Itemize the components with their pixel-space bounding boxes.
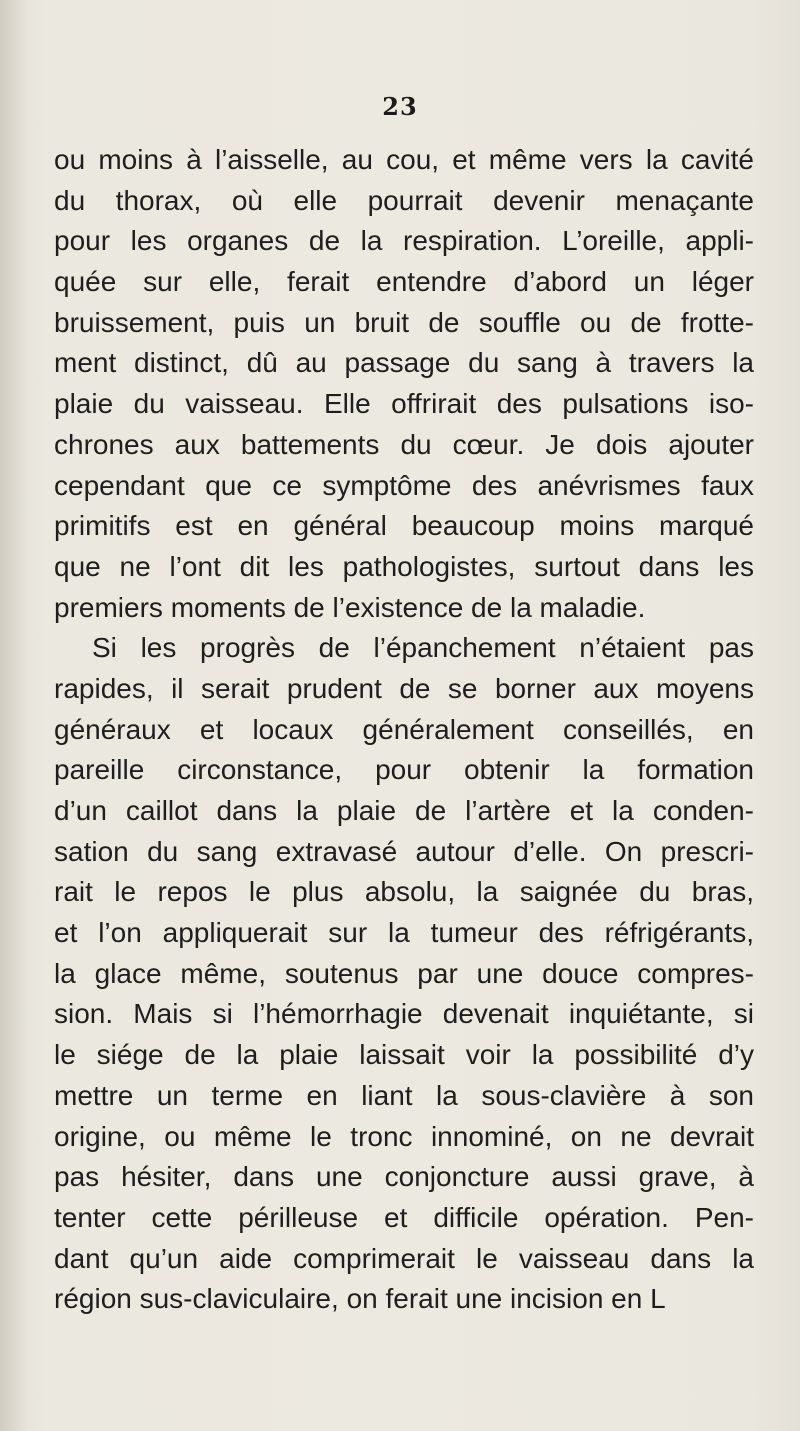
text-line: pas hésiter, dans une conjoncture aussi grave, à	[54, 1161, 754, 1193]
paragraph-start-line: Si les progrès de l’épanchement n’étaient pas	[92, 632, 754, 664]
text-line: et l’on appliquerait sur la tumeur des réfrigérants,	[54, 917, 754, 949]
text-line: origine, ou même le tronc innominé, on ne devrait	[54, 1120, 754, 1152]
text-line: cependant que ce symptôme des anévrismes faux	[54, 469, 754, 501]
text-line: bruissement, puis un bruit de souffle ou de frotte-	[54, 306, 754, 338]
text-line: ment distinct, dû au passage du sang à travers la	[54, 347, 754, 379]
page-number: 23	[382, 92, 418, 121]
text-line: d’un caillot dans la plaie de l’artère et la conden-	[54, 795, 754, 826]
paragraph-end-line: premiers moments de l’existence de la maladie.	[54, 591, 646, 623]
text-line: pareille circonstance, pour obtenir la formation	[54, 754, 754, 786]
text-line: sion. Mais si l’hémorrhagie devenait inquiétante, si	[54, 998, 754, 1030]
text-line: pour les organes de la respiration. L’oreille, appli-	[54, 225, 754, 257]
text-line: généraux et locaux généralement conseillés, en	[54, 713, 754, 745]
text-line: région sus-claviculaire, on ferait une incision en L	[54, 1283, 666, 1315]
text-line: mettre un terme en liant la sous-clavière à son	[54, 1079, 754, 1111]
text-line: ou moins à l’aisselle, au cou, et même vers la cavité	[54, 144, 754, 175]
text-line: tenter cette périlleuse et difficile opération. Pen-	[54, 1201, 754, 1233]
text-line: plaie du vaisseau. Elle offrirait des pulsations iso-	[54, 388, 754, 420]
text-line: chrones aux battements du cœur. Je dois ajouter	[54, 428, 754, 460]
text-line: rapides, il serait prudent de se borner aux moyens	[54, 672, 754, 704]
text-line: que ne l’ont dit les pathologistes, surtout dans les	[54, 550, 754, 582]
text-line: du thorax, où elle pourrait devenir menaçante	[54, 184, 754, 216]
text-line: le siége de la plaie laissait voir la possibilité d’y	[54, 1039, 754, 1071]
body-text	[54, 140, 754, 1320]
text-line: quée sur elle, ferait entendre d’abord un léger	[54, 266, 754, 298]
page-gutter-shadow	[0, 0, 28, 1431]
text-line: dant qu’un aide comprimerait le vaisseau dans la	[54, 1242, 754, 1274]
text-line: primitifs est en général beaucoup moins marqué	[54, 510, 754, 542]
text-line: la glace même, soutenus par une douce compres-	[54, 957, 754, 989]
text-line: sation du sang extravasé autour d’elle. On prescri-	[54, 835, 754, 867]
text-line: rait le repos le plus absolu, la saignée du bras,	[54, 876, 754, 908]
